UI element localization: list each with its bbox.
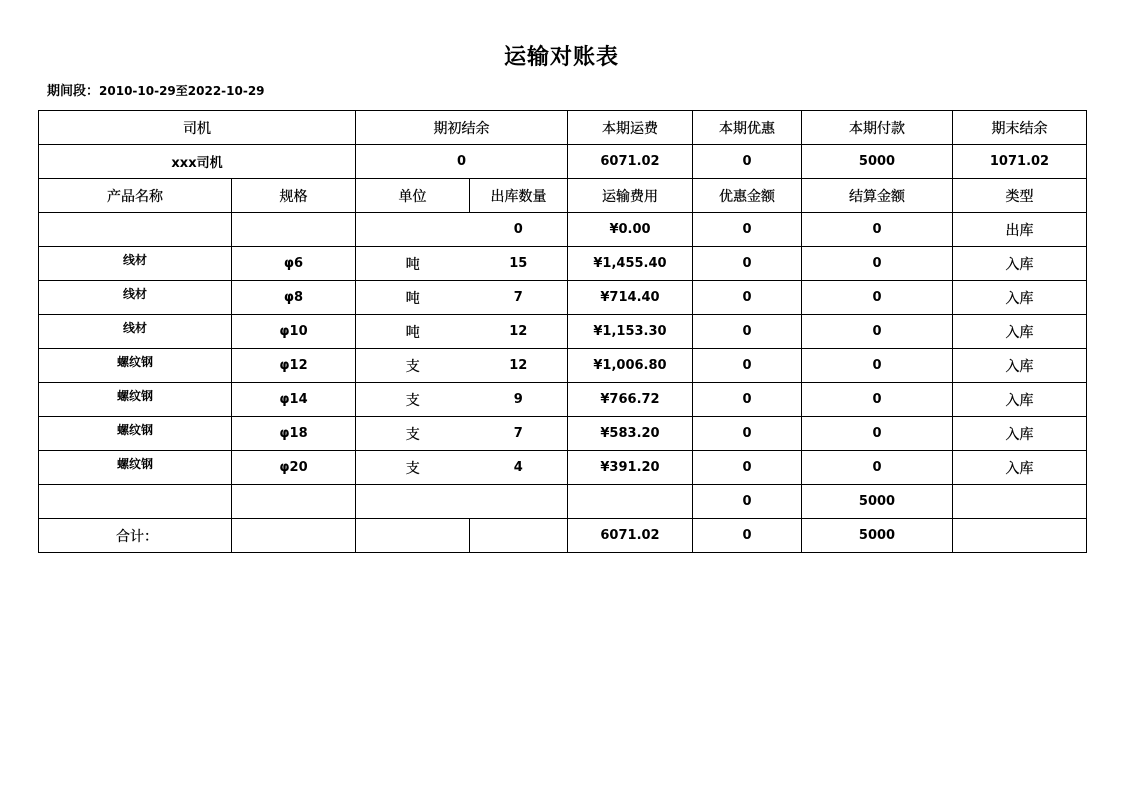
- summary-period-freight: 6071.02: [568, 145, 693, 179]
- table-row: [39, 281, 1087, 315]
- row-freight-cost: ¥714.40: [568, 281, 693, 315]
- period-range: [47, 80, 265, 99]
- row-product-name: 螺纹钢: [39, 417, 232, 451]
- header-period-freight: 本期运费: [568, 111, 693, 145]
- row-type: 入库: [953, 315, 1087, 349]
- row-discount: 0: [693, 349, 802, 383]
- row-qty: 12: [470, 315, 568, 349]
- row-qty: 12: [470, 349, 568, 383]
- row-qty: 7: [470, 417, 568, 451]
- summary-period-payment: 5000: [802, 145, 953, 179]
- detail-header-row: [39, 179, 1087, 213]
- row-freight-cost: ¥1,153.30: [568, 315, 693, 349]
- table-row: [39, 247, 1087, 281]
- transport-reconciliation-table: [38, 110, 1087, 553]
- header-unit: 单位: [356, 179, 470, 213]
- row-product-name: 螺纹钢: [39, 451, 232, 485]
- total-empty-qty: [470, 519, 568, 553]
- header-spec: 规格: [232, 179, 356, 213]
- row-qty: 4: [470, 451, 568, 485]
- payment-discount: 0: [693, 485, 802, 519]
- row-settle: 0: [802, 315, 953, 349]
- total-empty-unit: [356, 519, 470, 553]
- summary-period-discount: 0: [693, 145, 802, 179]
- payment-empty-name: [39, 485, 232, 519]
- row-unit: 吨: [356, 315, 470, 349]
- row-spec: φ8: [232, 281, 356, 315]
- row-product-name: 线材: [39, 247, 232, 281]
- row-type: 入库: [953, 383, 1087, 417]
- payment-empty-spec: [232, 485, 356, 519]
- row-spec: φ20: [232, 451, 356, 485]
- row-unit: [356, 213, 470, 247]
- row-discount: 0: [693, 213, 802, 247]
- table-row: [39, 213, 1087, 247]
- row-product-name: 螺纹钢: [39, 383, 232, 417]
- header-type: 类型: [953, 179, 1087, 213]
- row-settle: 0: [802, 349, 953, 383]
- header-settle-amount: 结算金额: [802, 179, 953, 213]
- table-row: [39, 451, 1087, 485]
- row-settle: 0: [802, 281, 953, 315]
- row-product-name: 线材: [39, 315, 232, 349]
- table-row: [39, 383, 1087, 417]
- row-unit: 吨: [356, 247, 470, 281]
- row-settle: 0: [802, 213, 953, 247]
- header-freight-cost: 运输费用: [568, 179, 693, 213]
- row-unit: 支: [356, 417, 470, 451]
- header-discount-amount: 优惠金额: [693, 179, 802, 213]
- summary-row: [39, 145, 1087, 179]
- row-unit: 支: [356, 451, 470, 485]
- row-spec: φ10: [232, 315, 356, 349]
- row-qty: 9: [470, 383, 568, 417]
- summary-closing-balance: 1071.02: [953, 145, 1087, 179]
- row-unit: 吨: [356, 281, 470, 315]
- row-spec: φ18: [232, 417, 356, 451]
- header-opening-balance: 期初结余: [356, 111, 568, 145]
- row-unit: 支: [356, 349, 470, 383]
- header-product-name: 产品名称: [39, 179, 232, 213]
- report-title: 运输对账表: [503, 45, 619, 70]
- row-freight-cost: ¥766.72: [568, 383, 693, 417]
- header-period-payment: 本期付款: [802, 111, 953, 145]
- total-discount: 0: [693, 519, 802, 553]
- row-unit: 支: [356, 383, 470, 417]
- row-qty: 15: [470, 247, 568, 281]
- row-product-name: 螺纹钢: [39, 349, 232, 383]
- total-empty-type: [953, 519, 1087, 553]
- row-spec: φ12: [232, 349, 356, 383]
- period-label: 期间段：: [47, 84, 100, 99]
- total-cost: 6071.02: [568, 519, 693, 553]
- row-settle: 0: [802, 417, 953, 451]
- row-freight-cost: ¥583.20: [568, 417, 693, 451]
- row-freight-cost: ¥1,006.80: [568, 349, 693, 383]
- period-value: 2010-10-29至2022-10-29: [99, 84, 265, 98]
- table-row: [39, 315, 1087, 349]
- header-closing-balance: 期末结余: [953, 111, 1087, 145]
- row-product-name: 线材: [39, 281, 232, 315]
- row-spec: φ6: [232, 247, 356, 281]
- row-discount: 0: [693, 281, 802, 315]
- row-discount: 0: [693, 417, 802, 451]
- row-discount: 0: [693, 451, 802, 485]
- row-type: 入库: [953, 247, 1087, 281]
- payment-row: [39, 485, 1087, 519]
- row-product-name: [39, 213, 232, 247]
- header-driver: 司机: [39, 111, 356, 145]
- row-discount: 0: [693, 383, 802, 417]
- header-period-discount: 本期优惠: [693, 111, 802, 145]
- table-row: [39, 349, 1087, 383]
- row-qty: 0: [470, 213, 568, 247]
- row-type: 入库: [953, 281, 1087, 315]
- summary-opening-balance: 0: [356, 145, 568, 179]
- row-freight-cost: ¥391.20: [568, 451, 693, 485]
- payment-empty-unit-qty: [356, 485, 568, 519]
- row-type: 入库: [953, 349, 1087, 383]
- row-settle: 0: [802, 383, 953, 417]
- summary-header-row: [39, 111, 1087, 145]
- row-freight-cost: ¥0.00: [568, 213, 693, 247]
- payment-empty-type: [953, 485, 1087, 519]
- row-freight-cost: ¥1,455.40: [568, 247, 693, 281]
- summary-driver: xxx司机: [39, 145, 356, 179]
- payment-empty-cost: [568, 485, 693, 519]
- row-discount: 0: [693, 315, 802, 349]
- row-spec: [232, 213, 356, 247]
- row-discount: 0: [693, 247, 802, 281]
- row-qty: 7: [470, 281, 568, 315]
- total-label: 合计：: [39, 519, 232, 553]
- total-row: [39, 519, 1087, 553]
- row-settle: 0: [802, 247, 953, 281]
- table-row: [39, 417, 1087, 451]
- row-type: 出库: [953, 213, 1087, 247]
- total-settle: 5000: [802, 519, 953, 553]
- row-settle: 0: [802, 451, 953, 485]
- header-out-qty: 出库数量: [470, 179, 568, 213]
- row-type: 入库: [953, 417, 1087, 451]
- row-spec: φ14: [232, 383, 356, 417]
- payment-settle: 5000: [802, 485, 953, 519]
- total-empty-spec: [232, 519, 356, 553]
- row-type: 入库: [953, 451, 1087, 485]
